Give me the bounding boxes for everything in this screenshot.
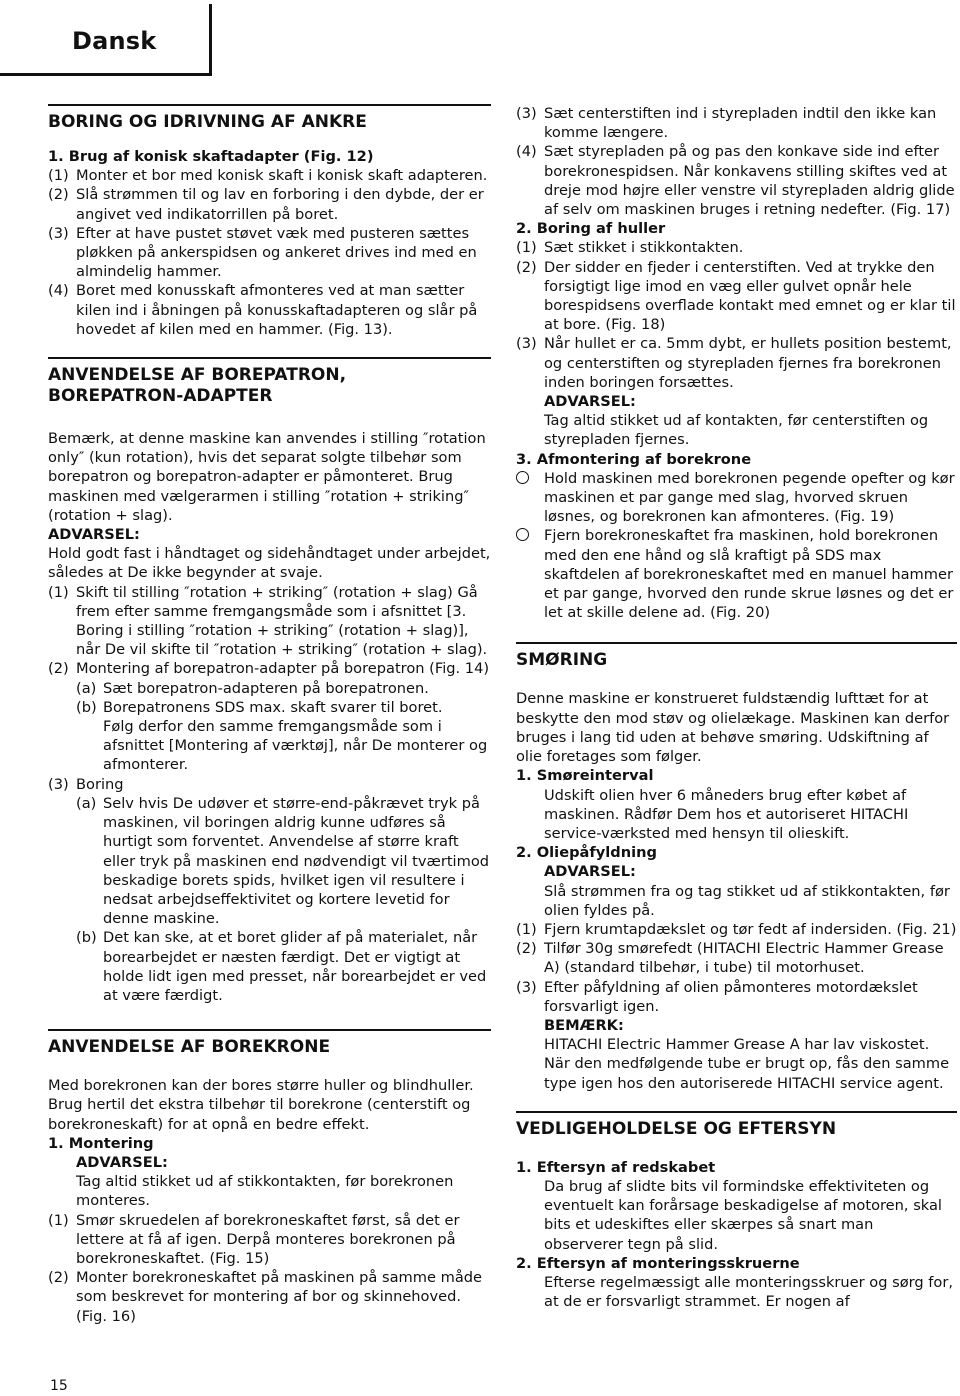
list-item: (4) Sæt styrepladen på og pas den konkave side ind efter borekronespidsen. Når konkavens stilling skiftes ved at dreje mod højre eller venstre vil styrepladen aldrig glide af selv om maskinen bruges i retning nedefter. (Fig. 17): [516, 143, 955, 219]
warning-text: Tag altid stikket ud af kontakten, før centerstiften og styrepladen fjernes.: [544, 412, 929, 449]
list-item: (1) Skift til stilling ″rotation + striking″ (rotation + slag) Gå frem efter samme fremgangsmåde som i afsnittet [3. Boring i stilling ″rotation + striking″ (rotation + slag)], når De vil skifte til ″rotation + striking″ (rotation + slag).: [48, 583, 488, 659]
list-item: (1) Monter et bor med konisk skaft i konisk skaft adapteren.: [48, 167, 488, 185]
section-title-borekrone: ANVENDELSE AF BOREKRONE: [48, 1037, 331, 1058]
continuation-text: Følg derfor den samme fremgangsmåde som i afsnittet [Montering af værktøj], når De monterer og afmonterer.: [103, 718, 488, 774]
warning-text: Slå strømmen fra og tag stikket ud af stikkontakten, før olien fyldes på.: [544, 882, 950, 919]
section-title-borepatron: ANVENDELSE AF BOREPATRON, BOREPATRON-ADAPTER: [48, 365, 347, 407]
bullet-item: Fjern borekroneskaftet fra maskinen, hold borekronen med den ene hånd og slå kraftigt på SDS max skaftdelen af borekroneskaftet med en manuel hammer et par gange, hvorved den runde skrue løsnes og det er let at skille delene ad. (Fig. 20): [516, 526, 957, 622]
section-rule: [48, 104, 491, 106]
subsection-title: 2. Eftersyn af monteringsskruerne: [516, 1254, 800, 1272]
right-column: [516, 104, 957, 1311]
subsection-title: 3. Afmontering af borekrone: [516, 450, 752, 468]
warning-label: ADVARSEL:: [544, 393, 636, 411]
section-title-boring-ankre: BORING OG IDRIVNING AF ANKRE: [48, 112, 367, 132]
warning-label: ADVARSEL:: [76, 1153, 168, 1171]
warning-label: ADVARSEL:: [544, 863, 636, 881]
paragraph: Bemærk, at denne maskine kan anvendes i stilling ″rotation only″ (kun rotation), hvis det separat solgte tilbehør som borepatron og borepatron-adapter er påmonteret. Brug maskinen med vælgerarmen i stilling ″rotation + striking″ (rotation + slag).: [48, 430, 486, 524]
warning-label: ADVARSEL:: [48, 526, 140, 544]
bullet-item: Hold maskinen med borekronen pegende opefter og kør maskinen et par gange med slag, hvorved skruen løsnes, og borekronen kan afmonteres. (Fig. 19): [516, 469, 957, 527]
section-title-smoring: SMØRING: [516, 650, 608, 671]
sub-list-item: (a) Selv hvis De udøver et større-end-påkrævet tryk på maskinen, vil boringen aldrig kunne udføres så hurtigt som forventet. Anvendelse af større kraft eller tryk på maskinen end nødvendigt vil tværtimod beskadige borets spids, hvilket igen vil resultere i nedsat arbejdseffektivitet og kortere levetid for denne maskine.: [76, 794, 490, 928]
list-item: (1) Smør skruedelen af borekroneskaftet først, så det er lettere at få af igen. Derpå monteres borekronen på borekroneskaftet. (Fig. 15): [48, 1211, 460, 1267]
circle-bullet-icon: [516, 471, 529, 484]
circle-bullet-icon: [516, 528, 529, 541]
header-horizontal-rule: [0, 73, 212, 76]
list-item: (3) Efter at have pustet støvet væk med pusteren sættes pløkken på ankerspidsen og ankeret drives ind med en almindelig hammer.: [48, 224, 477, 281]
list-item: (2) Tilfør 30g smørefedt (HITACHI Electric Hammer Grease A) (standard tilbehør, i tube) til motorhuset.: [516, 940, 944, 977]
list-item: (1) Fjern krumtapdækslet og tør fedt af indersiden. (Fig. 21): [516, 920, 957, 938]
header-vertical-rule: [209, 4, 212, 74]
section-title-vedligeholdelse: VEDLIGEHOLDELSE OG EFTERSYN: [516, 1118, 837, 1139]
subsection-title: 1. Eftersyn af redskabet: [516, 1158, 716, 1176]
section-rule: [516, 642, 957, 644]
left-column: [48, 104, 491, 1326]
paragraph: Udskift olien hver 6 måneders brug efter købet af maskinen. Rådfør Dem hos et autoriseret HITACHI service-værksted med hensyn til olieskift.: [544, 786, 909, 842]
paragraph: Da brug af slidte bits vil formindske effektiviteten og eventuelt kan forårsage beskadigelse af motoren, skal bits et udeskiftes eller skærpes så snart man observerer tegn på slid.: [544, 1177, 942, 1253]
paragraph: Denne maskine er konstrueret fuldstændig lufttæt for at beskytte den mod støv og olielækage. Maskinen kan derfor bruges i lang tid uden at behøve smøring. Udskiftning af olie foretages som følger.: [516, 690, 950, 766]
list-item: (2) Monter borekroneskaftet på maskinen på samme måde som beskrevet for montering af bor og skinnehoved. (Fig. 16): [48, 1269, 483, 1325]
subsection-title: 1. Montering: [48, 1134, 154, 1152]
list-item: (2) Montering af borepatron-adapter på borepatron (Fig. 14): [48, 660, 490, 678]
subsection-title: 2. Oliepåfyldning: [516, 844, 657, 862]
list-item: (4) Boret med konusskaft afmonteres ved at man sætter kilen ind i åbningen på konusskaftadapteren og slår på hovedet af kilen med en hammer. (Fig. 13).: [48, 282, 478, 338]
subsection-title: 1. Smøreinterval: [516, 767, 654, 785]
list-item: (3) Sæt centerstiften ind i styrepladen indtil den ikke kan komme længere.: [516, 105, 937, 142]
list-item: (2) Slå strømmen til og lav en forboring i den dybde, der er angivet ved indikatorrillen på boret.: [48, 186, 484, 223]
page-number: 15: [50, 1378, 68, 1394]
note-text: HITACHI Electric Hammer Grease A har lav viskostet. När den medfølgende tube er brugt op, fås den samme type igen hos den autoriserede HITACHI service agent.: [544, 1036, 950, 1092]
page-header: [0, 0, 212, 76]
list-item: (3) Når hullet er ca. 5mm dybt, er hullets position bestemt, og centerstiften og styrepladen fjernes fra borekronen inden boringen forsættes.: [516, 335, 952, 391]
note-label: BEMÆRK:: [544, 1016, 624, 1034]
subsection-title: 1. Brug af konisk skaftadapter (Fig. 12): [48, 148, 374, 165]
subsection-title: 2. Boring af huller: [516, 220, 666, 238]
section-rule: [48, 1029, 491, 1031]
section-rule: [516, 1111, 957, 1113]
list-item: (1) Sæt stikket i stikkontakten.: [516, 239, 744, 257]
list-item: (3) Efter påfyldning af olien påmonteres motordækslet forsvarligt igen.: [516, 978, 918, 1015]
paragraph: Efterse regelmæssigt alle monteringsskruer og sørg for, at de er forsvarligt strammet. Er nogen af: [544, 1273, 953, 1311]
warning-text: Hold godt fast i håndtaget og sidehåndtaget under arbejdet, således at De ikke begynder at svaje.: [48, 545, 491, 582]
sub-list-item: (b) Borepatronens SDS max. skaft svarer til boret.: [76, 698, 443, 716]
list-item: (3) Boring: [48, 775, 124, 793]
warning-text: Tag altid stikket ud af stikkontakten, før borekronen monteres.: [76, 1173, 454, 1210]
sub-list-item: (b) Det kan ske, at et boret glider af på materialet, når borearbejdet er næsten færdigt. Det er vigtigt at holde lidt igen med presset, når borearbejdet er ved at være færdigt.: [76, 929, 487, 1004]
paragraph: Med borekronen kan der bores større huller og blindhuller. Brug hertil det ekstra tilbehør til borekrone (centerstift og borekroneskaft) for at opnå en bedre effekt.: [48, 1077, 474, 1133]
list-item: (2) Der sidder en fjeder i centerstiften. Ved at trykke den forsigtigt lige imod en væg eller gulvet opnår hele borespidsens overflade kontakt med emnet og er klar til at bore. (Fig. 18): [516, 258, 956, 334]
section-rule: [48, 357, 491, 359]
sub-list-item: (a) Sæt borepatron-adapteren på borepatronen.: [76, 679, 429, 697]
language-title: Dansk: [72, 27, 157, 55]
